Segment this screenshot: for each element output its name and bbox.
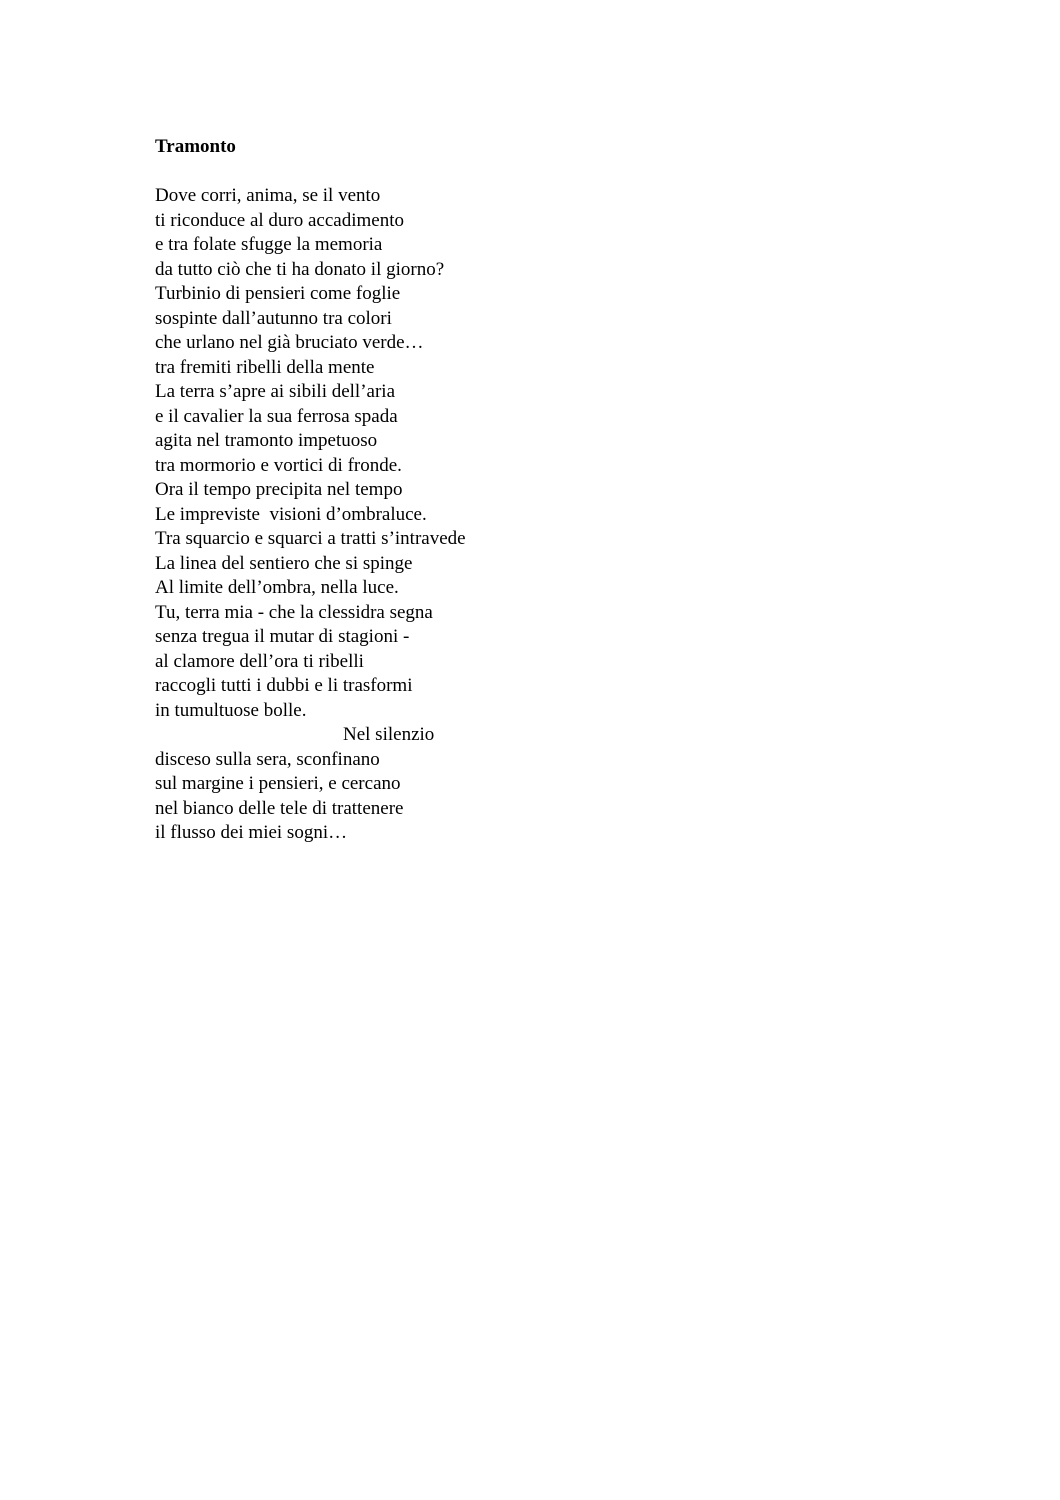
poem-line: ti riconduce al duro accadimento <box>155 209 405 231</box>
poem-line: sul margine i pensieri, e cercano <box>155 773 401 794</box>
poem-line: il flusso dei miei sogni… <box>155 822 348 843</box>
poem-line: e tra folate sfugge la memoria <box>155 234 383 255</box>
poem-line: La linea del sentiero che si spinge <box>155 552 413 574</box>
poem-line: Dove corri, anima, se il vento <box>155 185 381 206</box>
poem-line: disceso sulla sera, sconfinano <box>155 748 380 770</box>
poem-line: tra fremiti ribelli della mente <box>155 356 375 378</box>
poem-line: Le impreviste visioni d’ombraluce. <box>155 503 427 525</box>
poem-line: La terra s’apre ai sibili dell’aria <box>155 381 396 402</box>
poem-line: agita nel tramonto impetuoso <box>155 430 378 451</box>
poem-line: Nel silenzio <box>343 724 435 745</box>
poem-line: in tumultuose bolle. <box>155 699 307 721</box>
poem-line: raccogli tutti i dubbi e li trasformi <box>155 675 413 696</box>
poem-line: Al limite dell’ombra, nella luce. <box>155 577 399 598</box>
poem-line: senza tregua il mutar di stagioni - <box>155 626 410 647</box>
poem-line: e il cavalier la sua ferrosa spada <box>155 405 398 427</box>
poem-line: nel bianco delle tele di trattenere <box>155 797 404 819</box>
poem-line: Tu, terra mia - che la clessidra segna <box>155 601 433 623</box>
poem-line: Turbinio di pensieri come foglie <box>155 283 401 304</box>
poem-line: Ora il tempo precipita nel tempo <box>155 479 403 500</box>
poem-line: da tutto ciò che ti ha donato il giorno? <box>155 258 445 280</box>
poem-title: Tramonto <box>155 136 236 157</box>
poem-line: sospinte dall’autunno tra colori <box>155 307 392 329</box>
poem-line: al clamore dell’ora ti ribelli <box>155 650 364 672</box>
poem-line: Tra squarcio e squarci a tratti s’intravede <box>155 528 466 549</box>
poem-line: tra mormorio e vortici di fronde. <box>155 454 402 476</box>
poem-line: che urlano nel già bruciato verde… <box>155 332 424 353</box>
poem-body <box>155 184 466 846</box>
